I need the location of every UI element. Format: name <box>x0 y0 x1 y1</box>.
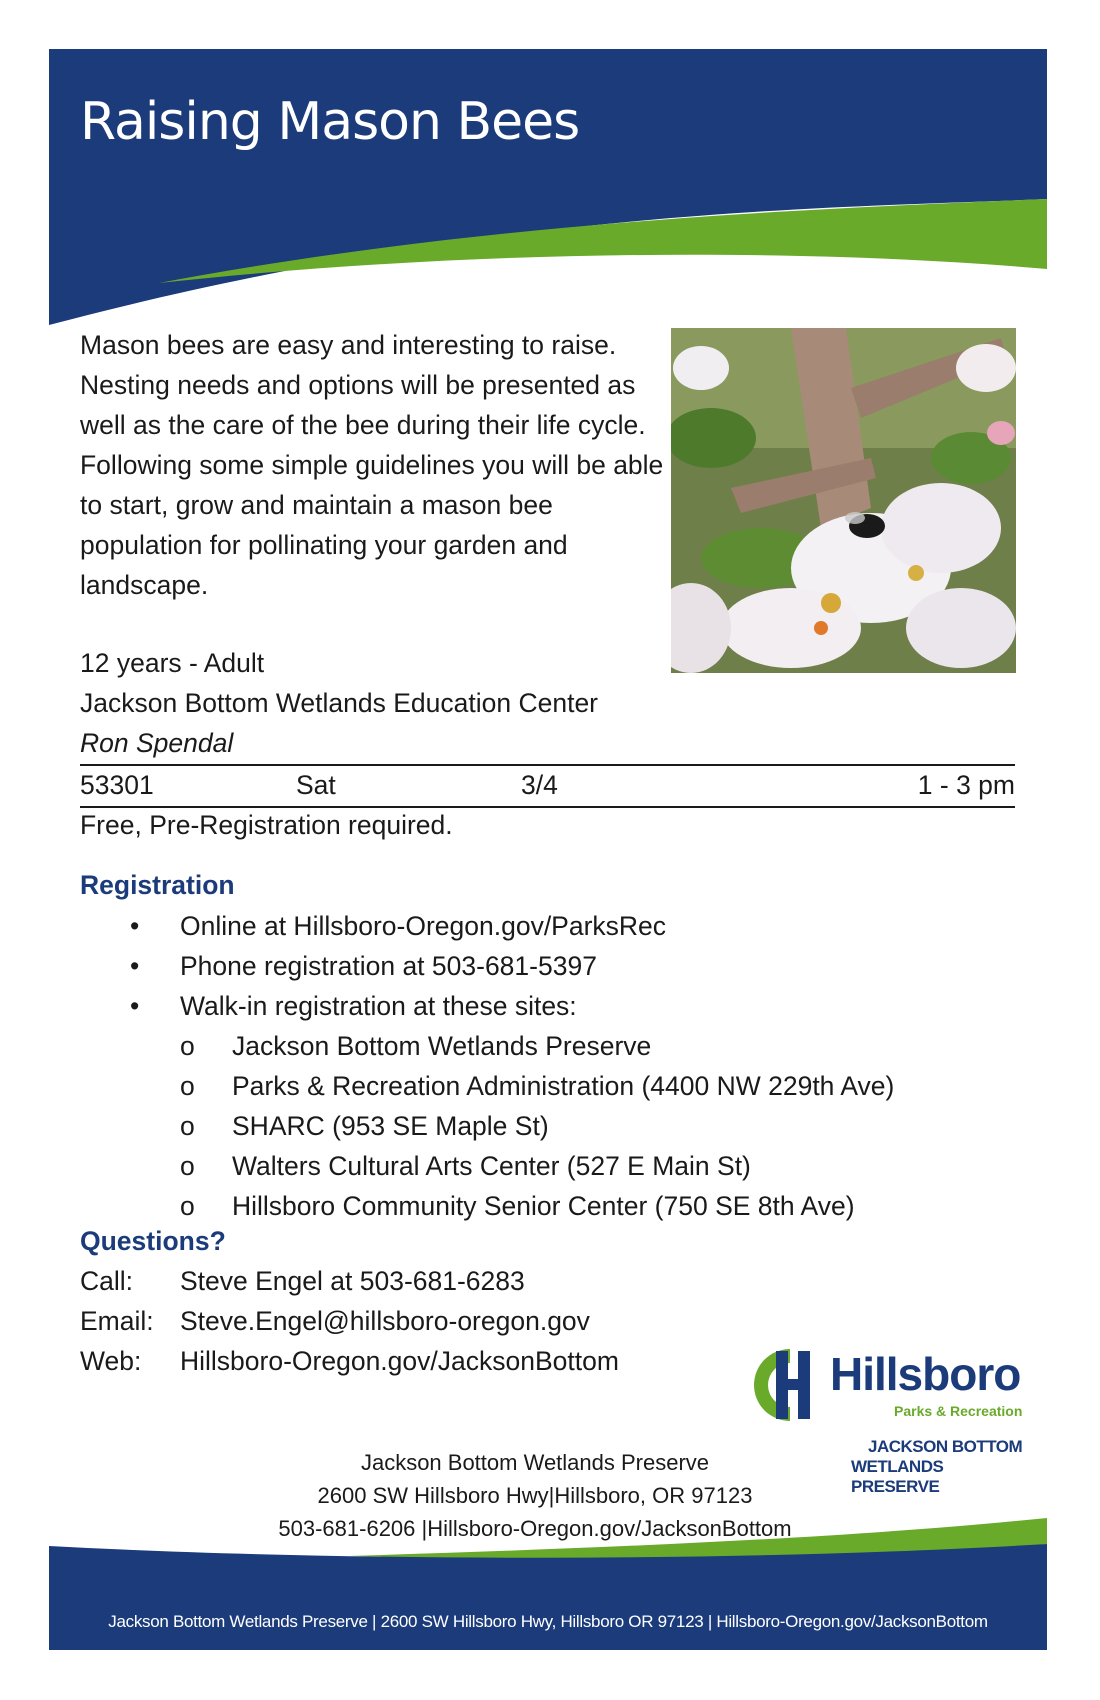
list-item <box>130 946 894 986</box>
hillsboro-h-icon <box>752 1345 832 1425</box>
bullet-icon: • <box>130 991 140 1021</box>
circle-bullet-icon: o <box>180 1191 195 1221</box>
fee-note: Free, Pre-Registration required. <box>80 810 453 840</box>
session-code: 53301 <box>80 770 154 800</box>
site-name: Parks & Recreation Administration (4400 NW 229th Ave) <box>232 1071 895 1101</box>
site-name: SHARC (953 SE Maple St) <box>232 1111 549 1141</box>
questions-heading: Questions? <box>80 1226 226 1256</box>
registration-phone: Phone registration at 503-681-5397 <box>180 951 597 981</box>
list-item <box>128 1066 894 1106</box>
registration-list <box>130 906 894 1226</box>
walk-in-sites-list <box>180 1026 894 1226</box>
site-name: Walters Cultural Arts Center (527 E Main St) <box>232 1151 751 1181</box>
session-bottom-rule <box>80 806 1015 808</box>
age-range: 12 years - Adult <box>80 648 265 678</box>
list-item <box>128 1026 894 1066</box>
email-label: Email: <box>80 1306 154 1336</box>
session-time: 1 - 3 pm <box>917 770 1015 800</box>
circle-bullet-icon: o <box>180 1151 195 1181</box>
call-value: Steve Engel at 503-681-6283 <box>180 1266 525 1296</box>
list-item <box>130 986 894 1226</box>
session-row <box>80 766 1015 808</box>
address-line-3: 503-681-6206 |Hillsboro-Oregon.gov/JacksonBottom <box>278 1516 792 1541</box>
bullet-icon: • <box>130 951 140 981</box>
bee-photo-illustration <box>671 328 1016 673</box>
circle-bullet-icon: o <box>180 1111 195 1141</box>
web-label: Web: <box>80 1346 142 1376</box>
list-item <box>128 1106 894 1146</box>
list-item <box>128 1186 894 1226</box>
registration-walk-in: Walk-in registration at these sites: <box>180 991 577 1021</box>
registration-heading: Registration <box>80 870 235 900</box>
circle-bullet-icon: o <box>180 1031 195 1061</box>
circle-bullet-icon: o <box>180 1071 195 1101</box>
intro-paragraph: Mason bees are easy and interesting to raise. Nesting needs and options will be presented as well as the care of the bee during their life cycle. Following some simple guidelines you will be able to start, grow and maintain a mason bee population for pollinating your garden and landscape. <box>80 330 664 600</box>
site-name: Jackson Bottom Wetlands Preserve <box>232 1031 652 1061</box>
instructor-name: Ron Spendal <box>80 728 234 758</box>
web-link[interactable]: Hillsboro-Oregon.gov/JacksonBottom <box>180 1346 619 1376</box>
site-name: Hillsboro Community Senior Center (750 SE 8th Ave) <box>232 1191 855 1221</box>
header-wave-graphic <box>49 49 1047 329</box>
session-date: 3/4 <box>521 770 558 800</box>
logo-wordmark: Hillsboro <box>830 1348 1021 1400</box>
list-item <box>130 906 894 946</box>
class-location: Jackson Bottom Wetlands Education Center <box>80 688 599 718</box>
session-day: Sat <box>296 770 336 800</box>
header-banner <box>49 49 1047 329</box>
preserve-name-line1: JACKSON BOTTOM <box>868 1437 1023 1456</box>
registration-online: Online at Hillsboro-Oregon.gov/ParksRec <box>180 911 667 941</box>
call-label: Call: <box>80 1266 134 1296</box>
page-title: Raising Mason Bees <box>80 92 580 152</box>
address-line-2: 2600 SW Hillsboro Hwy|Hillsboro, OR 97123 <box>317 1483 753 1508</box>
email-link[interactable]: Steve.Engel@hillsboro-oregon.gov <box>180 1306 590 1336</box>
preserve-name-line2: WETLANDS PRESERVE <box>851 1457 944 1496</box>
list-item <box>128 1146 894 1186</box>
footer-banner <box>49 1518 1047 1650</box>
logo-subtitle: Parks & Recreation <box>894 1403 1023 1419</box>
bee-blossom-photo <box>671 328 1016 673</box>
bullet-icon: • <box>130 911 140 941</box>
footer-text: Jackson Bottom Wetlands Preserve | 2600 SW Hillsboro Hwy, Hillsboro OR 97123 | Hillsboro-Oregon.gov/JacksonBottom <box>108 1612 988 1631</box>
address-line-1: Jackson Bottom Wetlands Preserve <box>360 1450 710 1475</box>
